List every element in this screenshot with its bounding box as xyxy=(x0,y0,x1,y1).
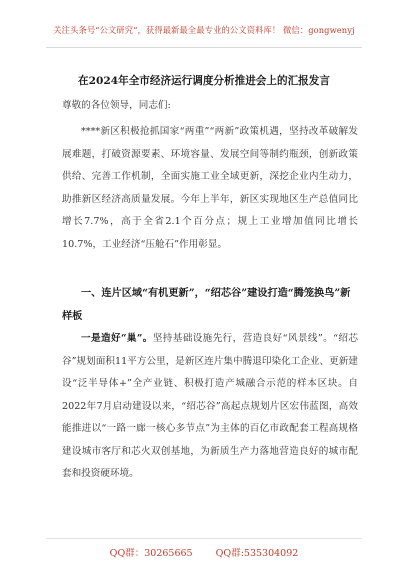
paragraph-lead: 一是造好“巢”。 xyxy=(81,333,153,344)
paragraph-body: 坚持基础设施先行，营造良好“风景线”。“绍芯谷”规划面积11平方公里，是新区连片集中腾退印染化工企业、更新建设“泛半导体+”全产业链、积极打造产城融合示范的样本区块。自2022年7月启动建设以来，“绍芯谷”高起点规划片区宏伟蓝图，高效能推进以“一路一廊一核心多节点”为主体的百亿市政配套工程高规格建设城市客厅和芯火双创基地，为新质生产力落地营造良好的城市配套和投资硬环境。 xyxy=(62,333,358,479)
header-divider xyxy=(46,47,362,48)
section-heading-1: 一、连片区域“有机更新”，“绍芯谷”建设打造“腾笼换鸟”新样板 xyxy=(62,287,351,322)
footer-divider xyxy=(46,538,362,539)
footer-qq-group-2: QQ群:535304092 xyxy=(215,548,299,559)
footer-qq-group-1: QQ群：30265665 xyxy=(109,548,193,559)
footer xyxy=(0,545,408,559)
paragraph-section-1 xyxy=(62,328,358,486)
header-note: 关注头条号“公文研究”，获得最新最全最专业的公文资料库！ 微信：gongwenyj xyxy=(53,25,355,35)
paragraph-intro: ****新区积极抢抓国家“两重”“两新”政策机遇，坚持改革破解发展难题，打破资源要素、环境容量、发展空间等制约瓶颈，创新政策供给、完善工作机制，全面实施工业全域更新，深挖企业内生动力，助推新区经济高质量发展。今年上半年，新区实现地区生产总值同比增长7.7%，高于全省2.1个百分点；规上工业增加值同比增长10.7%，工业经济“压舱石”作用彰显。 xyxy=(62,126,358,250)
salutation: 尊敬的各位领导，同志们: xyxy=(62,100,171,111)
document-title: 在2024年全市经济运行调度分析推进会上的汇报发言 xyxy=(78,75,330,87)
